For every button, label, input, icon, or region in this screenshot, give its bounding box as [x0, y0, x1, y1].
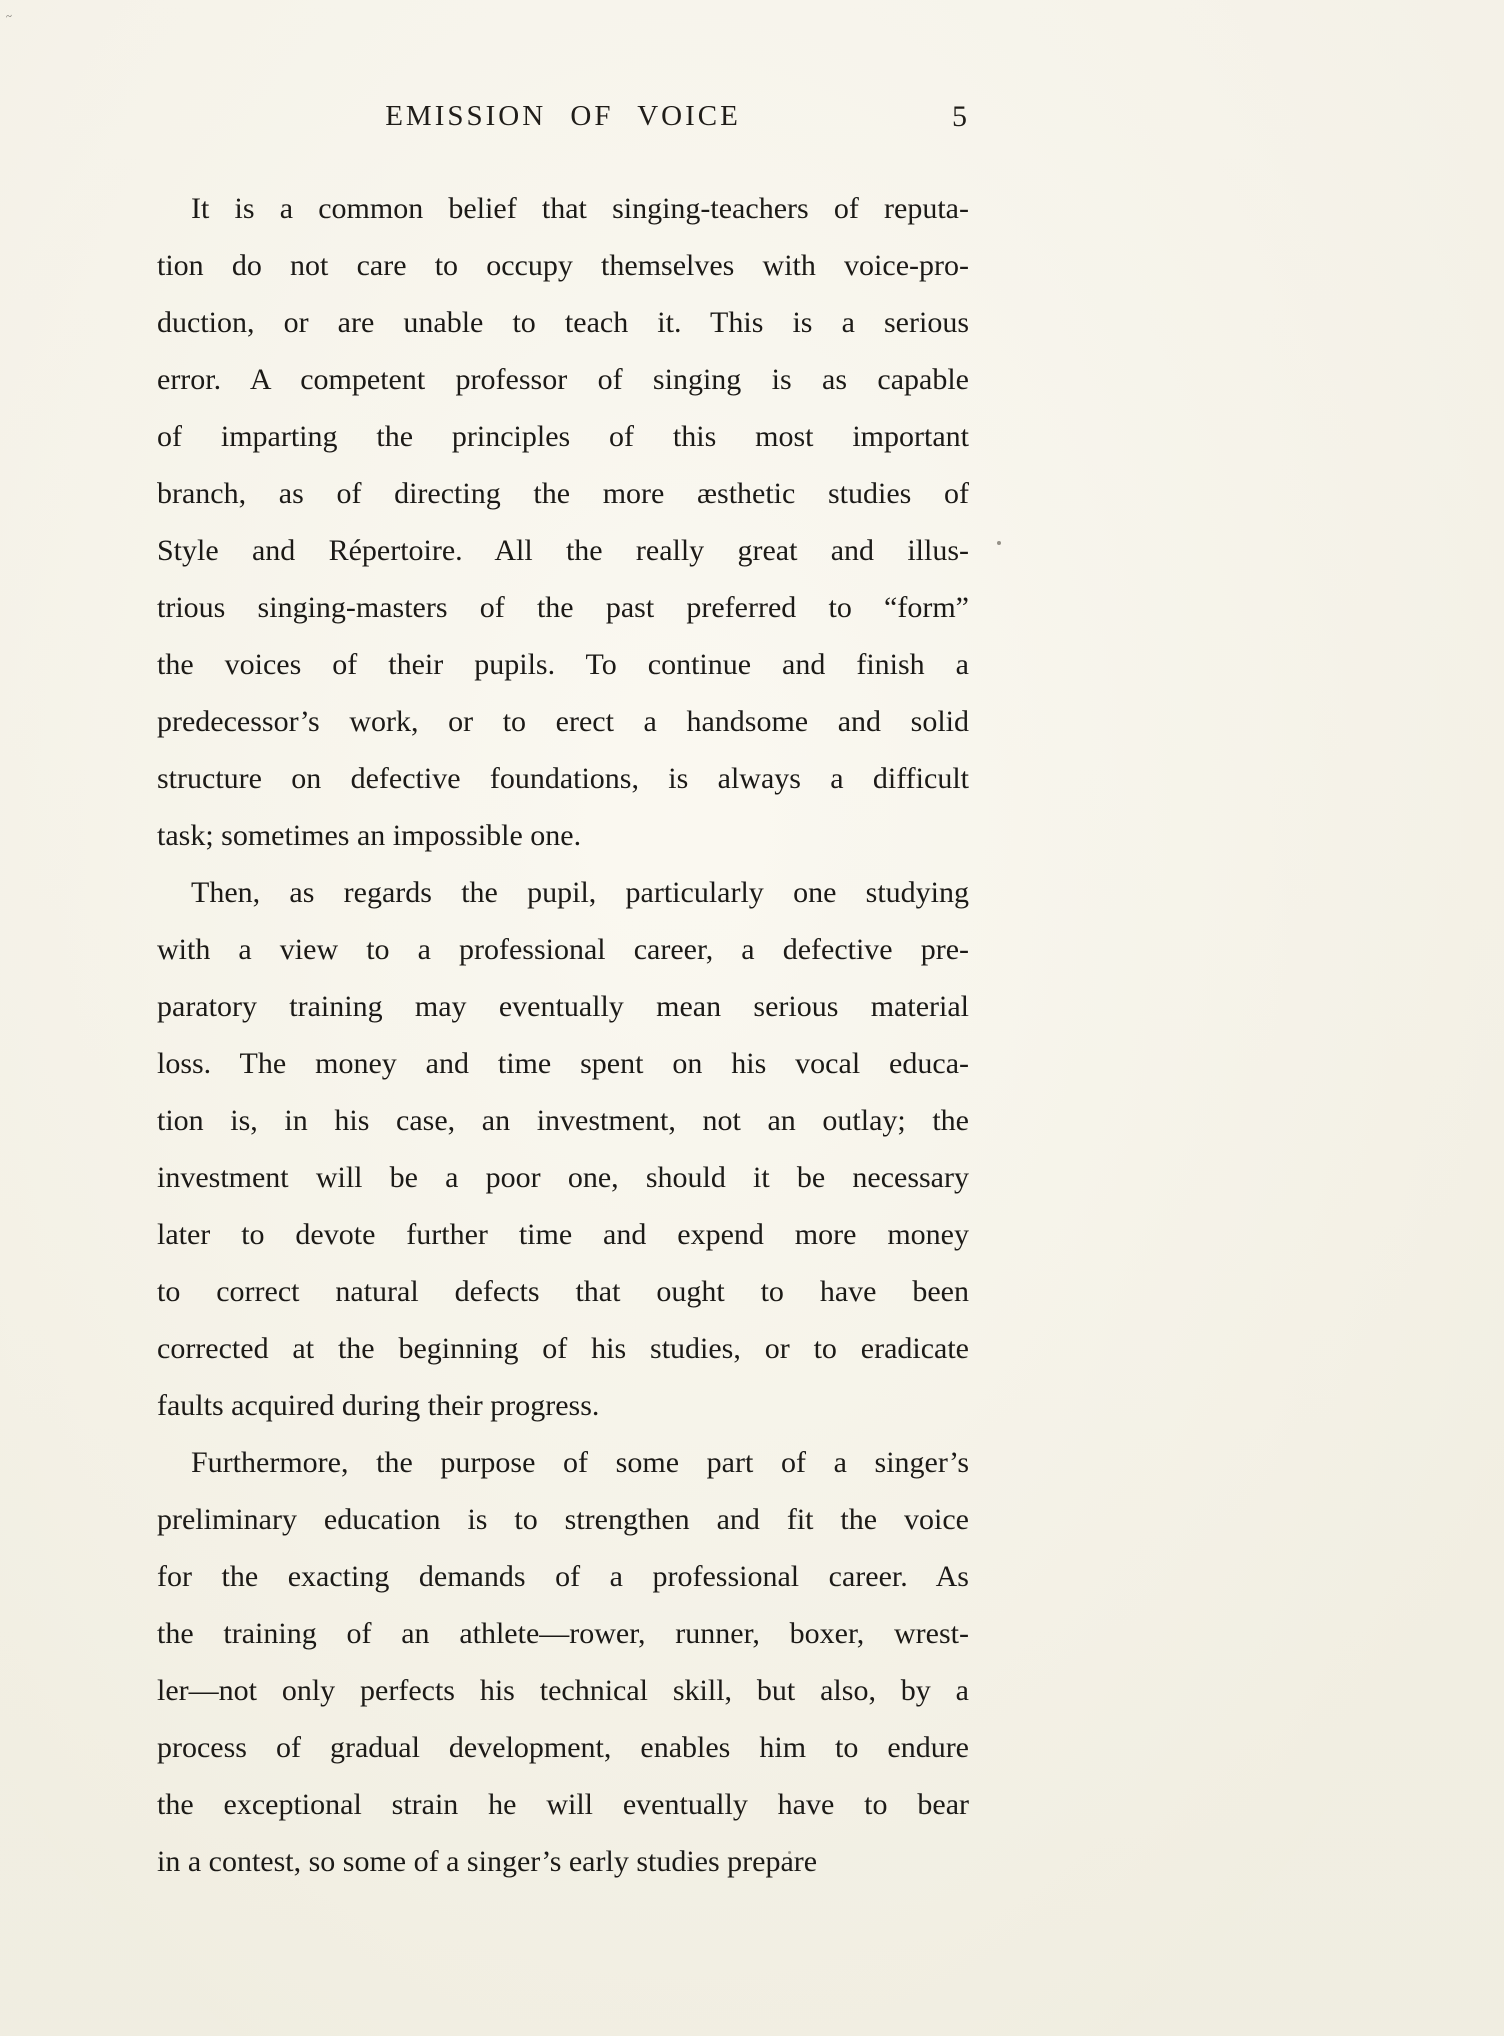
text-line: It is a common belief that singing-teachers of reputa- [191, 192, 969, 225]
page-title: EMISSION OF VOICE [385, 100, 741, 132]
text-line: branch, as of directing the more æsthetic studies of [157, 477, 969, 510]
text-line: error. A competent professor of singing is as capable [157, 363, 969, 396]
body-text [157, 180, 969, 1890]
text-line: the training of an athlete—rower, runner, boxer, wrest- [157, 1617, 969, 1650]
text-line: tion do not care to occupy themselves with voice-pro- [157, 249, 969, 282]
text-line: for the exacting demands of a professional career. As [157, 1560, 969, 1593]
text-line: duction, or are unable to teach it. This is a serious [157, 306, 969, 339]
text-line: predecessor’s work, or to erect a handsome and solid [157, 705, 969, 738]
text-line: the voices of their pupils. To continue and finish a [157, 648, 969, 681]
paragraph [157, 864, 969, 1434]
scan-speck [997, 541, 1001, 545]
text-line: the exceptional strain he will eventually have to bear [157, 1788, 969, 1821]
text-line: of imparting the principles of this most important [157, 420, 969, 453]
text-line: to correct natural defects that ought to have been [157, 1275, 969, 1308]
running-header [157, 100, 969, 144]
text-line: later to devote further time and expend more money [157, 1218, 969, 1251]
scan-smudge-mark: ~ [5, 10, 13, 24]
text-line: trious singing-masters of the past preferred to “form” [157, 591, 969, 624]
paragraph [157, 1434, 969, 1890]
text-line: preliminary education is to strengthen and fit the voice [157, 1503, 969, 1536]
text-line: tion is, in his case, an investment, not an outlay; the [157, 1104, 969, 1137]
text-line: ler—not only perfects his technical skill, but also, by a [157, 1674, 969, 1707]
text-line: paratory training may eventually mean serious material [157, 990, 969, 1023]
page-number: 5 [952, 100, 967, 133]
text-line: faults acquired during their progress. [157, 1389, 600, 1422]
text-line: task; sometimes an impossible one. [157, 819, 582, 852]
text-line: loss. The money and time spent on his vocal educa- [157, 1047, 969, 1080]
text-line: in a contest, so some of a singer’s early studies prepare [157, 1845, 818, 1878]
text-line: structure on defective foundations, is always a difficult [157, 762, 969, 795]
text-line: corrected at the beginning of his studies, or to eradicate [157, 1332, 969, 1365]
page-content [157, 100, 969, 1890]
paragraph [157, 180, 969, 864]
text-line: with a view to a professional career, a defective pre- [157, 933, 969, 966]
text-line: Furthermore, the purpose of some part of a singer’s [191, 1446, 969, 1479]
text-line: Then, as regards the pupil, particularly one studying [191, 876, 969, 909]
text-line: process of gradual development, enables him to endure [157, 1731, 969, 1764]
text-line: investment will be a poor one, should it be necessary [157, 1161, 969, 1194]
text-line: Style and Répertoire. All the really great and illus- [157, 534, 969, 567]
